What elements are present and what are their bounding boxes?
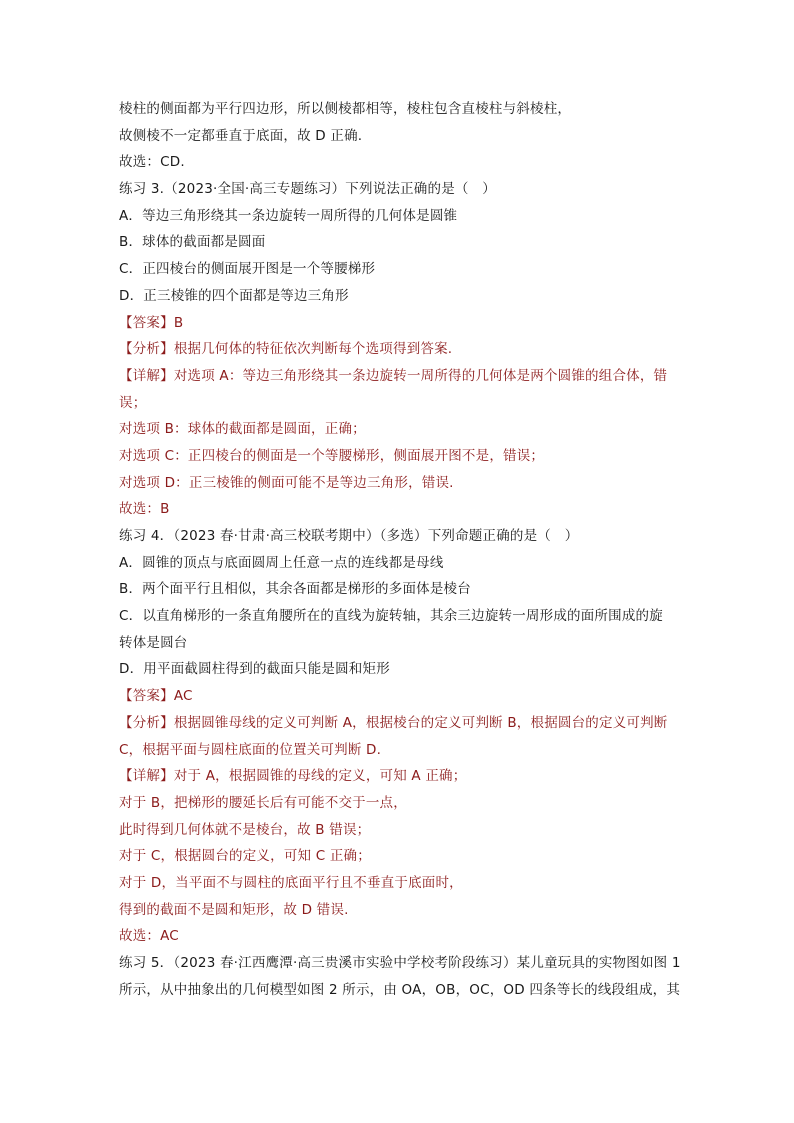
text-line: 练习 5．（2023 春·江西鹰潭·高三贵溪市实验中学校考阶段练习）某儿童玩具的实物图如图 1 <box>119 955 681 971</box>
text-line: 棱柱的侧面都为平行四边形，所以侧棱都相等，棱柱包含直棱柱与斜棱柱， <box>119 101 572 117</box>
text-line: D．用平面截圆柱得到的截面只能是圆和矩形 <box>119 661 390 678</box>
text-line: A．等边三角形绕其一条边旋转一周所得的几何体是圆锥 <box>119 207 458 224</box>
document-body <box>119 96 679 1003</box>
text-line: C，根据平面与圆柱底面的位置关可判断 D. <box>119 741 382 758</box>
text-line <box>119 363 679 390</box>
text-line: 转体是圆台 <box>119 634 188 651</box>
text-line: D．正三棱锥的四个面都是等边三角形 <box>119 287 349 304</box>
text-line <box>119 683 679 710</box>
section-text: B <box>173 314 184 331</box>
section-text: 对选项 A：等边三角形绕其一条边旋转一周所得的几何体是两个圆锥的组合体，错 <box>173 367 668 384</box>
section-label: 【答案】 <box>119 688 174 705</box>
text-line: 得到的截面不是圆和矩形，故 D 错误. <box>119 901 349 918</box>
text-line: 练习 4．（2023 春·甘肃·高三校联考期中）（多选）下列命题正确的是（ ） <box>119 528 579 544</box>
text-line: 误； <box>119 394 147 411</box>
text-line: B．两个面平行且相似，其余各面都是梯形的多面体是棱台 <box>119 581 471 598</box>
text-line: 所示，从中抽象出的几何模型如图 2 所示，由 OA，OB，OC，OD 四条等长的线段组成，其 <box>119 981 681 998</box>
section-text: 根据圆锥母线的定义可判断 A，根据棱台的定义可判断 B，根据圆台的定义可判断 <box>173 714 668 731</box>
section-label: 【详解】 <box>119 768 174 785</box>
text-line: 对于 D，当平面不与圆柱的底面平行且不垂直于底面时， <box>119 874 463 891</box>
text-line: A．圆锥的顶点与底面圆周上任意一点的连线都是母线 <box>119 554 444 571</box>
section-label: 【分析】 <box>119 341 174 358</box>
text-line <box>119 710 679 737</box>
section-text: AC <box>173 688 193 705</box>
text-line: 故选：AC <box>119 928 179 945</box>
text-line: C．正四棱台的侧面展开图是一个等腰梯形 <box>119 261 376 278</box>
section-text: 对于 A，根据圆锥的母线的定义，可知 A 正确； <box>173 768 467 785</box>
section-label: 【分析】 <box>119 714 174 731</box>
text-line: 对选项 D：正三棱锥的侧面可能不是等边三角形，错误. <box>119 474 454 491</box>
text-line: 对于 B，把梯形的腰延长后有可能不交于一点， <box>119 794 407 811</box>
text-line <box>119 310 679 337</box>
text-line: 故选：CD. <box>119 154 185 171</box>
section-label: 【答案】 <box>119 314 174 331</box>
text-line: 对于 C，根据圆台的定义，可知 C 正确； <box>119 848 371 865</box>
text-line: 此时得到几何体就不是棱台，故 B 错误； <box>119 821 371 838</box>
text-line: 对选项 B：球体的截面都是圆面，正确； <box>119 421 366 438</box>
text-line: 故选：B <box>119 501 170 518</box>
text-line: 对选项 C：正四棱台的侧面是一个等腰梯形，侧面展开图不是，错误； <box>119 447 545 464</box>
text-line: B．球体的截面都是圆面 <box>119 234 266 251</box>
text-line: C．以直角梯形的一条直角腰所在的直线为旋转轴，其余三边旋转一周形成的面所围成的旋 <box>119 608 663 625</box>
text-line: 故侧棱不一定都垂直于底面，故 D 正确. <box>119 127 363 144</box>
text-line <box>119 763 679 790</box>
section-label: 【详解】 <box>119 367 174 384</box>
text-line <box>119 336 679 363</box>
text-line: 练习 3.（2023·全国·高三专题练习）下列说法正确的是（ ） <box>119 181 497 198</box>
section-text: 根据几何体的特征依次判断每个选项得到答案. <box>173 341 453 358</box>
